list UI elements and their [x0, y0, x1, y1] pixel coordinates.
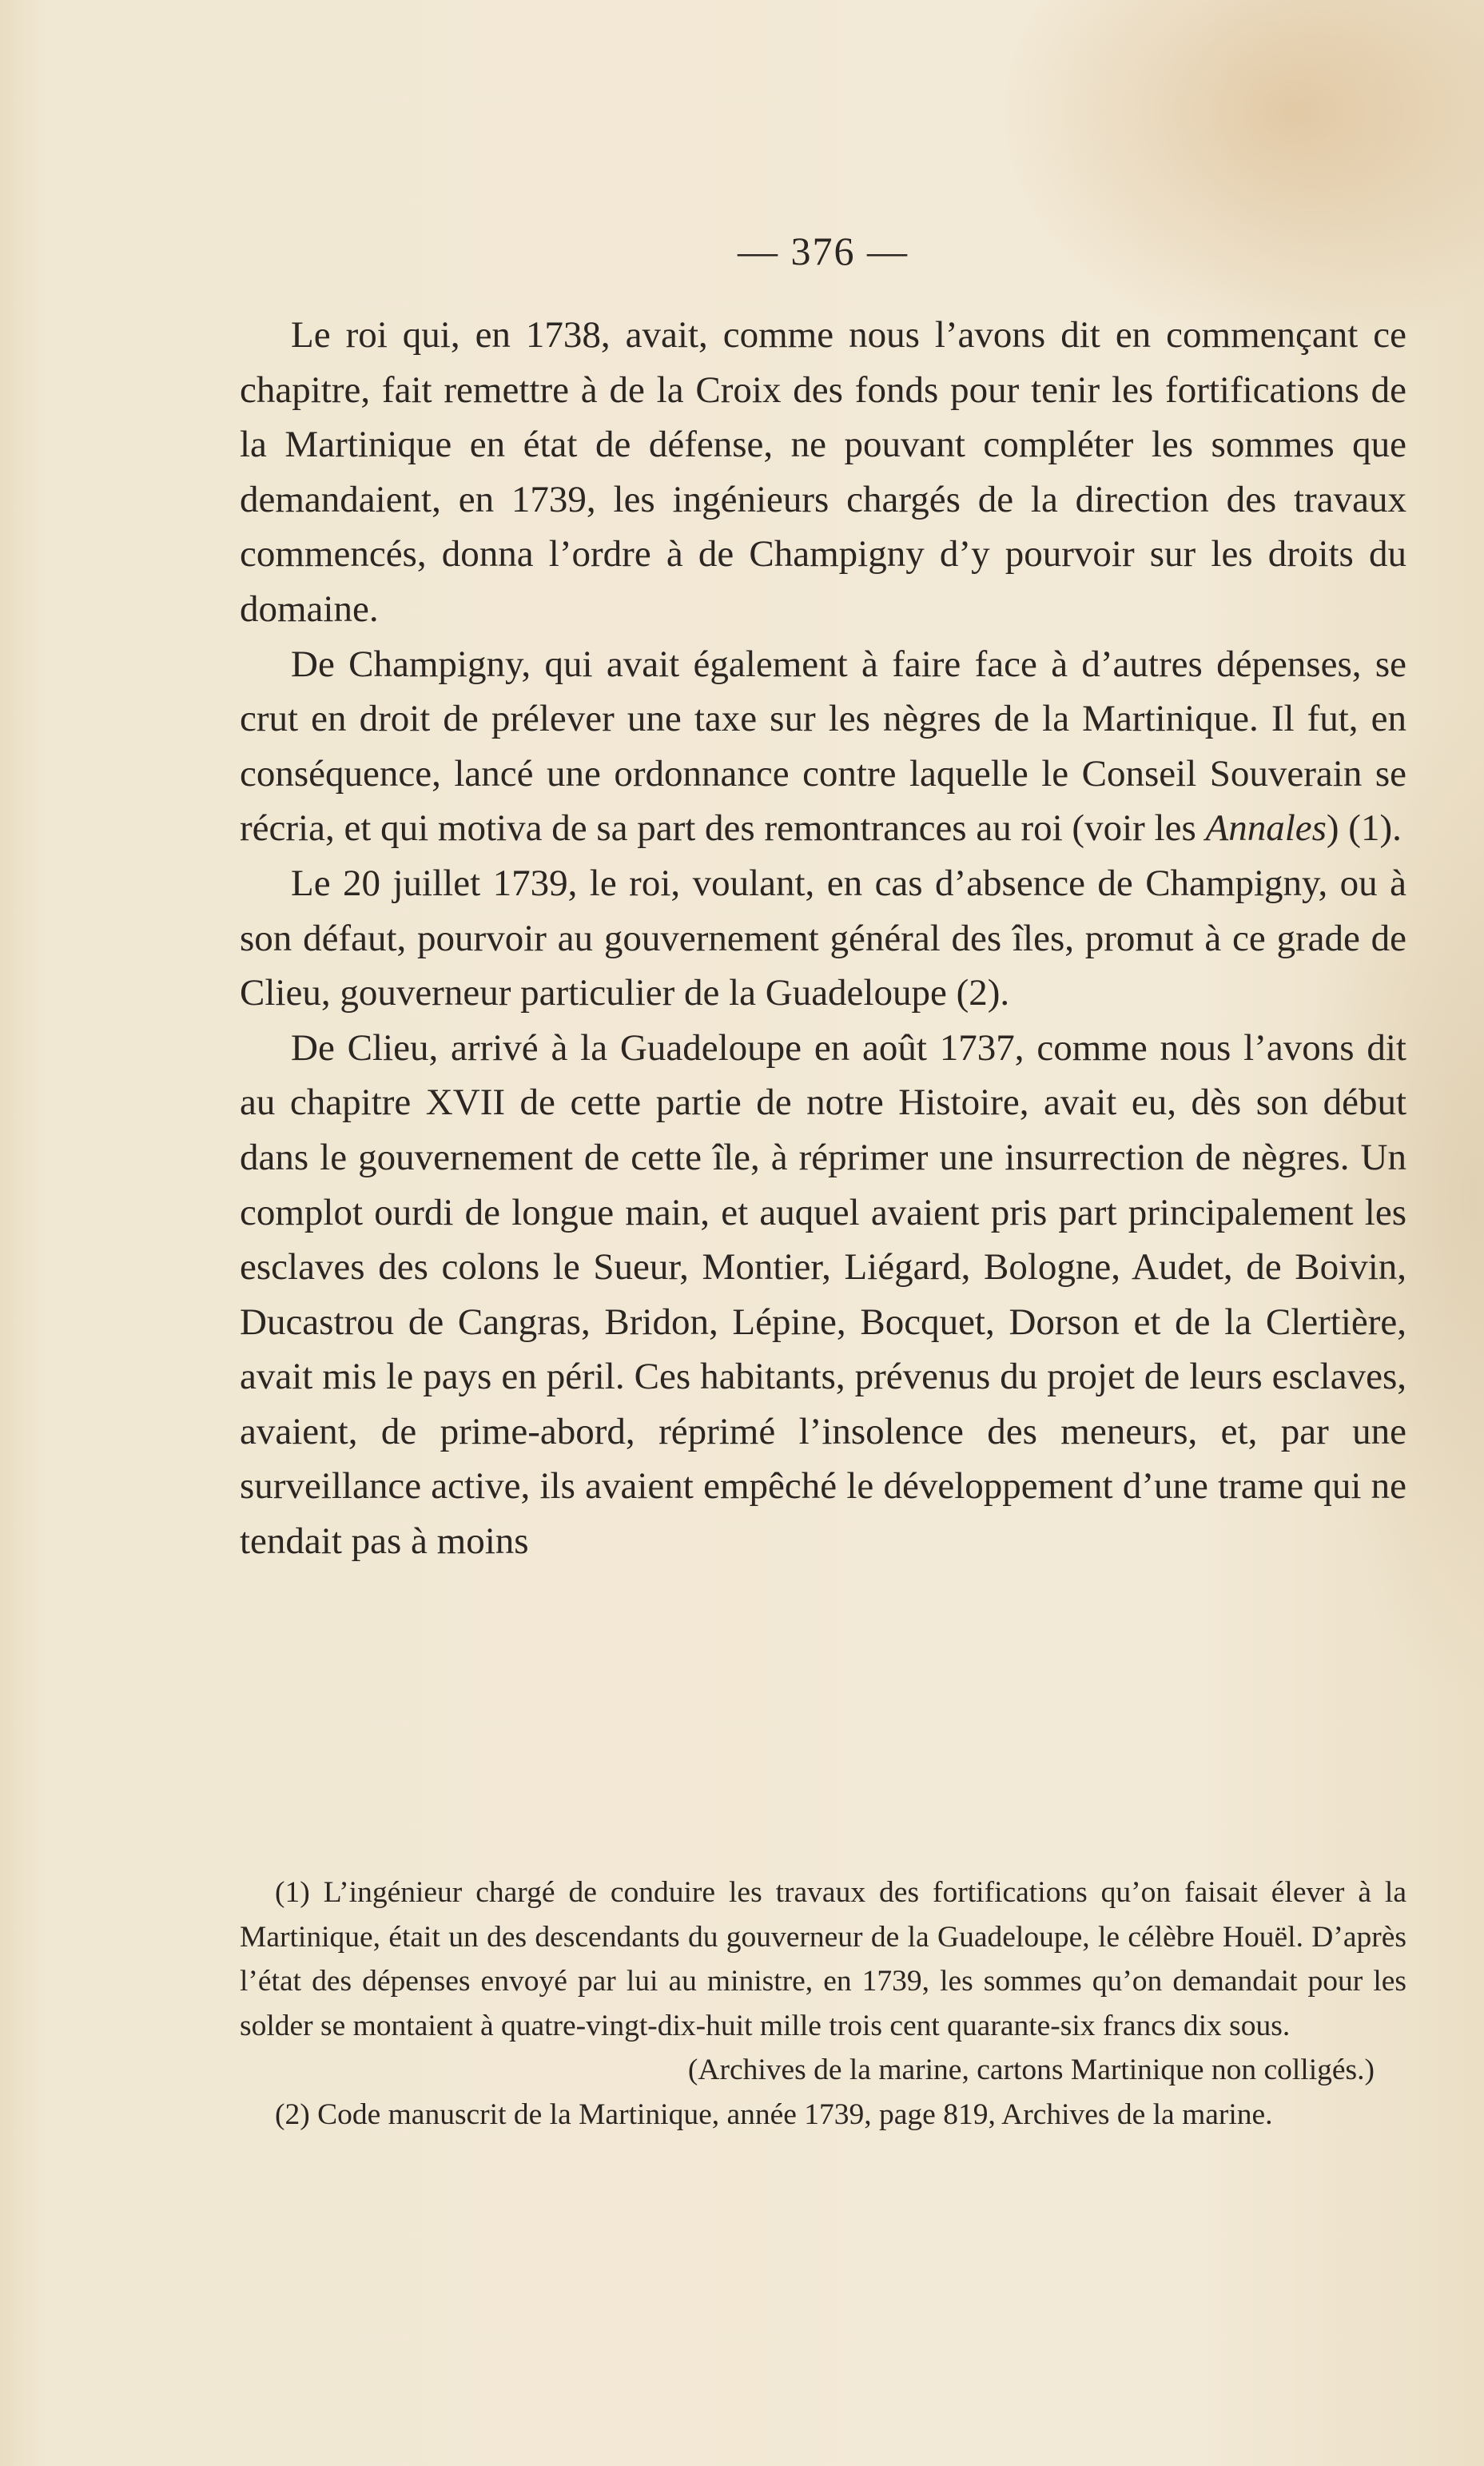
- paragraph-text: De Champigny, qui avait également à faire face à d’autres dépenses, se crut en droit de prélever une taxe sur les nègres de la Martinique. Il fut, en conséquence, lancé une ordonnance contre laquelle le Conseil Souverain se récria, et qui motiva de sa part des remontrances au roi (voir les: [240, 643, 1406, 850]
- paragraph: Le roi qui, en 1738, avait, comme nous l’avons dit en commençant ce chapitre, fait remettre à de la Croix des fonds pour tenir les fortifications de la Martinique en état de défense, ne pouvant compléter les sommes que demandaient, en 1739, les ingénieurs chargés de la direction des travaux commencés, donna l’ordre à de Champigny d’y pourvoir sur les droits du domaine.: [240, 314, 1406, 630]
- footnote-2: (2) Code manuscrit de la Martinique, année 1739, page 819, Archives de la marine.: [275, 2097, 1273, 2131]
- italic-title: Annales: [1205, 807, 1327, 850]
- footnote-1: (1) L’ingénieur chargé de conduire les travaux des fortifications qu’on faisait élever à la Martinique, était un des descendants du gouverneur de la Guadeloupe, le célèbre Houël. D’après l’état des dépenses envoyé par lui au ministre, en 1739, les sommes qu’on demandait pour les solder se montaient à quatre-vingt-dix-huit mille trois cent quarante-six francs dix sous.: [240, 1876, 1406, 2042]
- paragraph-text-end: ) (1).: [1326, 807, 1402, 850]
- paragraph: De Clieu, arrivé à la Guadeloupe en août 1737, comme nous l’avons dit au chapitre XVII de cette partie de notre Histoire, avait eu, dès son début dans le gouvernement de cette île, à réprimer une insurrection de nègres. Un complot ourdi de longue main, et auquel avaient pris part principalement les esclaves des colons le Sueur, Montier, Liégard, Bologne, Audet, de Boivin, Ducastrou de Cangras, Bridon, Lépine, Bocquet, Dorson et de la Clertière, avait mis le pays en péril. Ces habitants, prévenus du projet de leurs esclaves, avaient, de prime-abord, réprimé l’insolence des meneurs, et, par une surveillance active, ils avaient empêché le développement d’une trame qui ne tendait pas à moins: [240, 1026, 1406, 1563]
- footnotes: [240, 1870, 1406, 2137]
- page-number: — 376 —: [738, 229, 909, 273]
- paragraph: Le 20 juillet 1739, le roi, voulant, en cas d’absence de Champigny, ou à son défaut, pourvoir au gouvernement général des îles, promut à ce grade de Clieu, gouverneur particulier de la Guadeloupe (2).: [240, 862, 1406, 1014]
- footnote-1-source: (Archives de la marine, cartons Martinique non colligés.): [687, 2054, 1375, 2086]
- paragraph: [240, 637, 1406, 856]
- body-text: [240, 308, 1406, 1569]
